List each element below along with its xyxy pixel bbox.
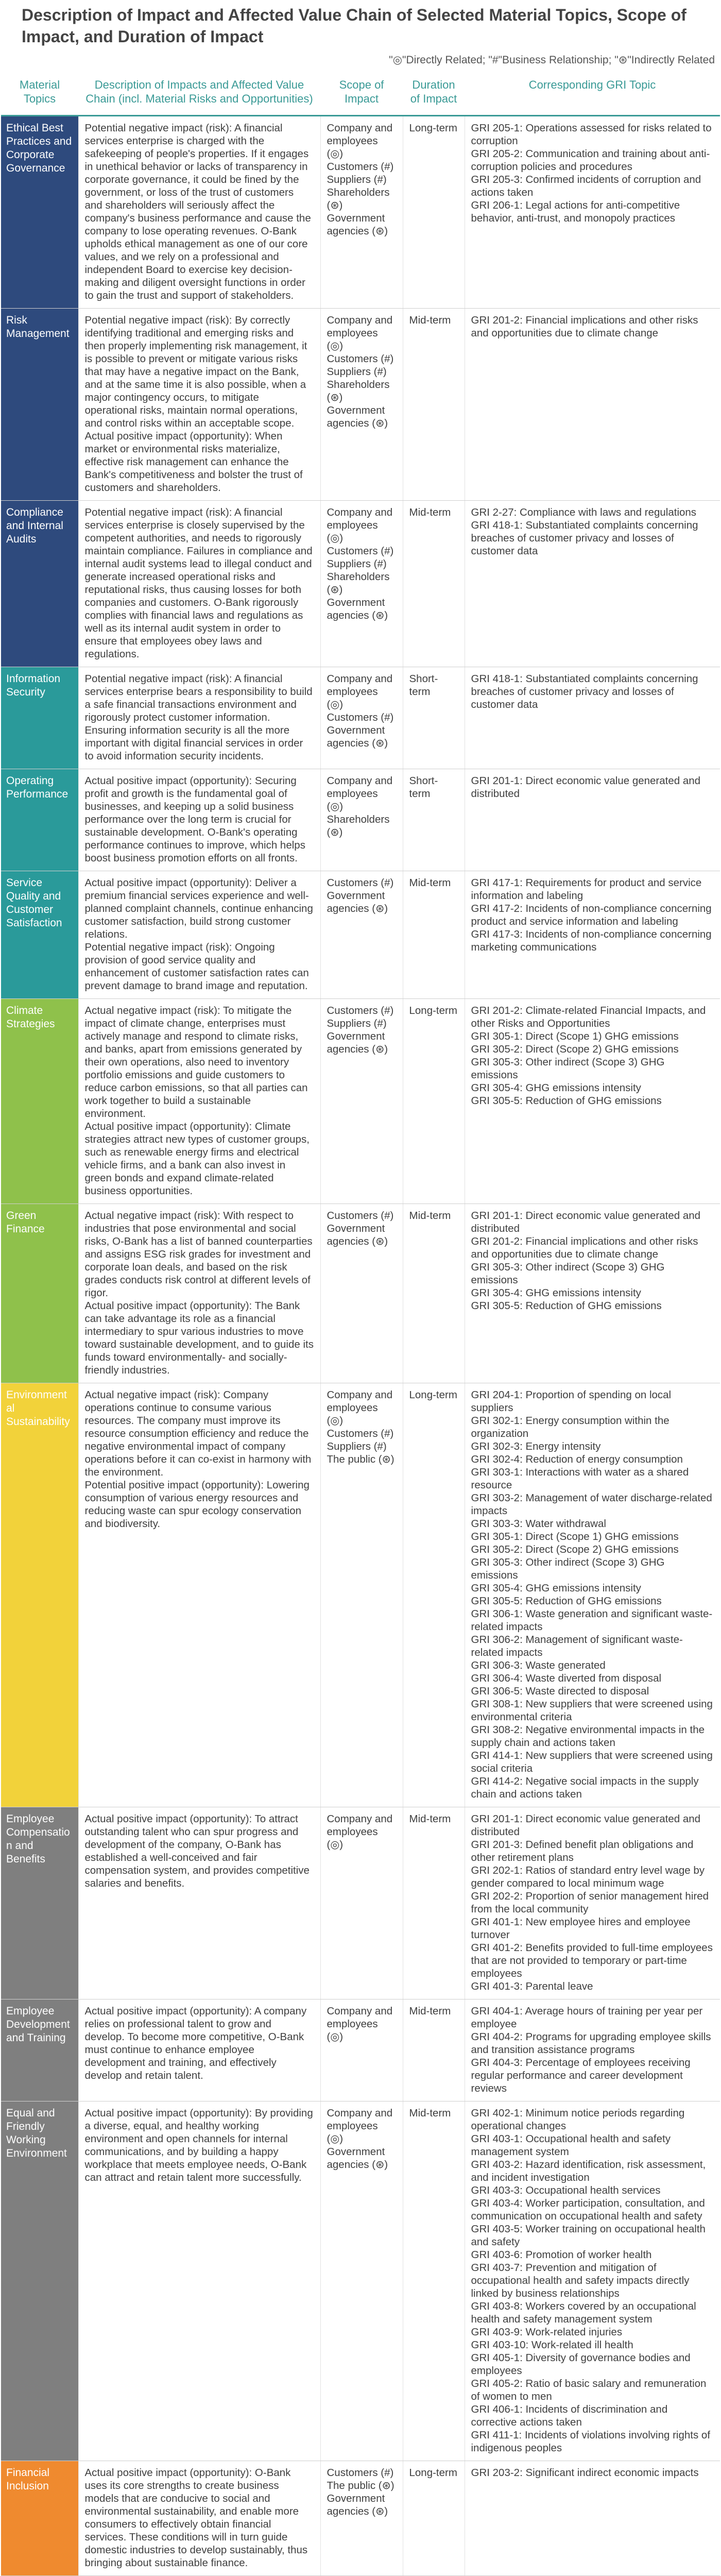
description-cell: Actual positive impact (opportunity): A company relies on professional talent to grow and develop. To become more competitive, O-Bank must continue to enhance employee development and training, and effectively develop and retain talent. — [78, 1999, 320, 2102]
topic-cell: Green Finance — [1, 1204, 78, 1383]
topic-cell: Financial Inclusion — [1, 2461, 78, 2576]
gri-cell: GRI 417-1: Requirements for product and service information and labeling GRI 417-2: Incidents of non-compliance concerning product and service information and labeling GRI 417-3: Incidents of non-compliance concerning marketing communications — [465, 871, 720, 999]
table-row — [1, 1999, 720, 2102]
duration-cell: Mid-term — [403, 1807, 465, 1999]
table-header — [1, 76, 720, 116]
duration-cell: Long-term — [403, 1383, 465, 1807]
topic-cell: Ethical Best Practices and Corporate Governance — [1, 116, 78, 309]
topic-cell: Environmental Sustainability — [1, 1383, 78, 1807]
duration-cell: Long-term — [403, 116, 465, 309]
scope-cell: Customers (#) The public (⊛) Government agencies (⊛) — [320, 2461, 403, 2576]
table-body — [1, 116, 720, 2576]
header-gri: Corresponding GRI Topic — [465, 76, 720, 116]
gri-cell: GRI 418-1: Substantiated complaints concerning breaches of customer privacy and losses of customer data — [465, 667, 720, 769]
duration-cell: Short-term — [403, 667, 465, 769]
table-row — [1, 1383, 720, 1807]
gri-cell: GRI 201-1: Direct economic value generated and distributed GRI 201-2: Financial implications and other risks and opportunities due to climate change GRI 305-3: Other indirect (Scope 3) GHG emissions GRI 305-4: GHG emissions intensity GRI 305-5: Reduction of GHG emissions — [465, 1204, 720, 1383]
gri-cell: GRI 203-2: Significant indirect economic impacts — [465, 2461, 720, 2576]
scope-cell: Customers (#) Government agencies (⊛) — [320, 871, 403, 999]
scope-cell: Company and employees (◎) — [320, 1999, 403, 2102]
description-cell: Actual negative impact (risk): Company operations continue to consume various resources. The company must improve its resource consumption efficiency and reduce the negative environmental impact of company operations before it can co-exist in harmony with the environment. Potential positive impact (opportunity): Lowering consumption of various energy resources and reducing waste can spur ecology conservation and biodiversity. — [78, 1383, 320, 1807]
scope-cell: Company and employees (◎) Customers (#) Suppliers (#) Shareholders (⊛) Government agencies (⊛) — [320, 309, 403, 501]
topic-cell: Employee Development and Training — [1, 1999, 78, 2102]
table-row — [1, 769, 720, 871]
material-topics-table — [1, 76, 720, 2576]
description-cell: Actual positive impact (opportunity): Deliver a premium financial services experience and well-planned complaint channels, continue enhancing customer satisfaction, build strong customer relations. Potential negative impact (risk): Ongoing provision of good service quality and enhancement of customer satisfaction rates can prevent damage to brand image and reputation. — [78, 871, 320, 999]
scope-cell: Company and employees (◎) — [320, 1807, 403, 1999]
topic-cell: Service Quality and Customer Satisfaction — [1, 871, 78, 999]
topic-cell: Compliance and Internal Audits — [1, 501, 78, 667]
header-duration: Duration of Impact — [403, 76, 465, 116]
description-cell: Potential negative impact (risk): A financial services enterprise bears a responsibility to build a safe financial transactions environment and rigorously protect customer information. Ensuring information security is all the more important with digital financial services in order to avoid information security incidents. — [78, 667, 320, 769]
gri-cell: GRI 201-2: Financial implications and other risks and opportunities due to climate change — [465, 309, 720, 501]
topic-cell: Climate Strategies — [1, 999, 78, 1204]
topic-cell: Information Security — [1, 667, 78, 769]
description-cell: Actual positive impact (opportunity): By providing a diverse, equal, and healthy working environment and open channels for internal communications, and by building a happy workplace that meets employee needs, O-Bank can attract and retain talent more successfully. — [78, 2102, 320, 2461]
description-cell: Potential negative impact (risk): A financial services enterprise is charged with the safekeeping of people's properties. If it engages in unethical behavior or lacks of transparency in corporate governance, it could be fined by the government, or loss of the trust of customers and shareholders will seriously affect the company's business performance and cause the company to lose operating revenues. O-Bank upholds ethical management as one of our core values, and we rely on a professional and independent Board to exercise key decision-making and diligent oversight functions in order to gain the trust and support of stakeholders. — [78, 116, 320, 309]
header-scope: Scope of Impact — [320, 76, 403, 116]
duration-cell: Mid-term — [403, 501, 465, 667]
gri-cell: GRI 2-27: Compliance with laws and regulations GRI 418-1: Substantiated complaints concerning breaches of customer privacy and losses of customer data — [465, 501, 720, 667]
description-cell: Potential negative impact (risk): By correctly identifying traditional and emerging risks and then properly implementing risk management, it is possible to prevent or mitigate various risks that may have a negative impact on the Bank, and at the same time it is also possible, when a major contingency occurs, to mitigate operational risks, maintain normal operations, and control risks within an acceptable scope. Actual positive impact (opportunity): When market or environmental risks materialize, effective risk management can enhance the Bank's competitiveness and bolster the trust of customers and shareholders. — [78, 309, 320, 501]
duration-cell: Long-term — [403, 999, 465, 1204]
duration-cell: Short-term — [403, 769, 465, 871]
scope-cell: Customers (#) Suppliers (#) Government agencies (⊛) — [320, 999, 403, 1204]
topic-cell: Risk Management — [1, 309, 78, 501]
scope-cell: Company and employees (◎) Customers (#) Government agencies (⊛) — [320, 667, 403, 769]
legend: "◎"Directly Related; "#"Business Relationship; "⊛"Indirectly Related — [389, 54, 715, 66]
gri-cell: GRI 205-1: Operations assessed for risks related to corruption GRI 205-2: Communication and training about anti-corruption policies and procedures GRI 205-3: Confirmed incidents of corruption and actions taken GRI 206-1: Legal actions for anti-competitive behavior, anti-trust, and monopoly practices — [465, 116, 720, 309]
page-title: Description of Impact and Affected Value Chain of Selected Material Topics, Scope of Impact, and Duration of Impact — [22, 6, 686, 46]
duration-cell: Mid-term — [403, 1204, 465, 1383]
topic-cell: Operating Performance — [1, 769, 78, 871]
gri-cell: GRI 201-1: Direct economic value generated and distributed — [465, 769, 720, 871]
scope-cell: Company and employees (◎) Customers (#) Suppliers (#) Shareholders (⊛) Government agencies (⊛) — [320, 501, 403, 667]
table-row — [1, 116, 720, 309]
header-description: Description of Impacts and Affected Value Chain (incl. Material Risks and Opportunities) — [78, 76, 320, 116]
table-row — [1, 501, 720, 667]
description-cell: Potential negative impact (risk): A financial services enterprise is closely supervised by the competent authorities, and needs to rigorously maintain compliance. Failures in compliance and internal audit systems lead to illegal conduct and generate increased operational risks and reputational risks, thus causing losses for both companies and customers. O-Bank rigorously complies with financial laws and regulations as well as its internal audit system in order to ensure that employees obey laws and regulations. — [78, 501, 320, 667]
scope-cell: Company and employees (◎) Customers (#) Suppliers (#) The public (⊛) — [320, 1383, 403, 1807]
scope-cell: Company and employees (◎) Shareholders (⊛) — [320, 769, 403, 871]
gri-cell: GRI 404-1: Average hours of training per year per employee GRI 404-2: Programs for upgrading employee skills and transition assistance programs GRI 404-3: Percentage of employees receiving regular performance and career development reviews — [465, 1999, 720, 2102]
table-row — [1, 871, 720, 999]
duration-cell: Mid-term — [403, 2102, 465, 2461]
description-cell: Actual negative impact (risk): With respect to industries that pose environmental and social risks, O-Bank has a list of banned counterparties and assigns ESG risk grades for investment and corporate loan deals, and based on the risk grades conducts risk control at different levels of rigor. Actual positive impact (opportunity): The Bank can take advantage its role as a financial intermediary to spur various industries to move toward sustainable development, and to guide its funds toward environmentally- and socially-friendly industries. — [78, 1204, 320, 1383]
topic-cell: Employee Compensation and Benefits — [1, 1807, 78, 1999]
description-cell: Actual positive impact (opportunity): To attract outstanding talent who can spur progress and development of the company, O-Bank has established a well-conceived and fair compensation system, and provides competitive salaries and benefits. — [78, 1807, 320, 1999]
table-row — [1, 309, 720, 501]
table-row — [1, 667, 720, 769]
table-row — [1, 1807, 720, 1999]
table-row — [1, 1204, 720, 1383]
description-cell: Actual positive impact (opportunity): O-Bank uses its core strengths to create business models that are conducive to social and environmental sustainability, and enable more consumers to effectively obtain financial services. These conditions will in turn guide domestic industries to develop sustainably, thus bringing about sustainable finance. — [78, 2461, 320, 2576]
duration-cell: Mid-term — [403, 309, 465, 501]
table-row — [1, 2102, 720, 2461]
table-row — [1, 999, 720, 1204]
description-cell: Actual negative impact (risk): To mitigate the impact of climate change, enterprises must actively manage and respond to climate risks, and banks, apart from emissions generated by their own operations, also need to inventory portfolio emissions and guide customers to reduce carbon emissions, so that all parties can work together to build a sustainable environment. Actual positive impact (opportunity): Climate strategies attract new types of customer groups, such as renewable energy firms and electrical vehicle firms, and a bank can also invest in green bonds and expand climate-related business opportunities. — [78, 999, 320, 1204]
duration-cell: Mid-term — [403, 1999, 465, 2102]
gri-cell: GRI 201-1: Direct economic value generated and distributed GRI 201-3: Defined benefit plan obligations and other retirement plans GRI 202-1: Ratios of standard entry level wage by gender compared to local minimum wage GRI 202-2: Proportion of senior management hired from the local community GRI 401-1: New employee hires and employee turnover GRI 401-2: Benefits provided to full-time employees that are not provided to temporary or part-time employees GRI 401-3: Parental leave — [465, 1807, 720, 1999]
duration-cell: Mid-term — [403, 871, 465, 999]
gri-cell: GRI 204-1: Proportion of spending on local suppliers GRI 302-1: Energy consumption within the organization GRI 302-3: Energy intensity GRI 302-4: Reduction of energy consumption GRI 303-1: Interactions with water as a shared resource GRI 303-2: Management of water discharge-related impacts GRI 303-3: Water withdrawal GRI 305-1: Direct (Scope 1) GHG emissions GRI 305-2: Direct (Scope 2) GHG emissions GRI 305-3: Other indirect (Scope 3) GHG emissions GRI 305-4: GHG emissions intensity GRI 305-5: Reduction of GHG emissions GRI 306-1: Waste generation and significant waste-related impacts GRI 306-2: Management of significant waste-related impacts GRI 306-3: Waste generated GRI 306-4: Waste diverted from disposal GRI 306-5: Waste directed to disposal GRI 308-1: New suppliers that were screened using environmental criteria GRI 308-2: Negative environmental impacts in the supply chain and actions taken GRI 414-1: New suppliers that were screened using social criteria GRI 414-2: Negative social impacts in the supply chain and actions taken — [465, 1383, 720, 1807]
topic-cell: Equal and Friendly Working Environment — [1, 2102, 78, 2461]
gri-cell: GRI 201-2: Climate-related Financial Impacts, and other Risks and Opportunities GRI 305-1: Direct (Scope 1) GHG emissions GRI 305-2: Direct (Scope 2) GHG emissions GRI 305-3: Other indirect (Scope 3) GHG emissions GRI 305-4: GHG emissions intensity GRI 305-5: Reduction of GHG emissions — [465, 999, 720, 1204]
gri-cell: GRI 402-1: Minimum notice periods regarding operational changes GRI 403-1: Occupational health and safety management system GRI 403-2: Hazard identification, risk assessment, and incident investigation GRI 403-3: Occupational health services GRI 403-4: Worker participation, consultation, and communication on occupational health and safety GRI 403-5: Worker training on occupational health and safety GRI 403-6: Promotion of worker health GRI 403-7: Prevention and mitigation of occupational health and safety impacts directly linked by business relationships GRI 403-8: Workers covered by an occupational health and safety management system GRI 403-9: Work-related injuries GRI 403-10: Work-related ill health GRI 405-1: Diversity of governance bodies and employees GRI 405-2: Ratio of basic salary and remuneration of women to men GRI 406-1: Incidents of discrimination and corrective actions taken GRI 411-1: Incidents of violations involving rights of indigenous peoples — [465, 2102, 720, 2461]
duration-cell: Long-term — [403, 2461, 465, 2576]
header-topics: Material Topics — [1, 76, 78, 116]
scope-cell: Company and employees (◎) Government agencies (⊛) — [320, 2102, 403, 2461]
scope-cell: Company and employees (◎) Customers (#) Suppliers (#) Shareholders (⊛) Government agencies (⊛) — [320, 116, 403, 309]
table-row — [1, 2461, 720, 2576]
description-cell: Actual positive impact (opportunity): Securing profit and growth is the fundamental goal of businesses, and keeping up a solid business performance over the long term is crucial for sustainable development. O-Bank's operating performance continues to improve, which helps boost business promotion efforts on all fronts. — [78, 769, 320, 871]
scope-cell: Customers (#) Government agencies (⊛) — [320, 1204, 403, 1383]
